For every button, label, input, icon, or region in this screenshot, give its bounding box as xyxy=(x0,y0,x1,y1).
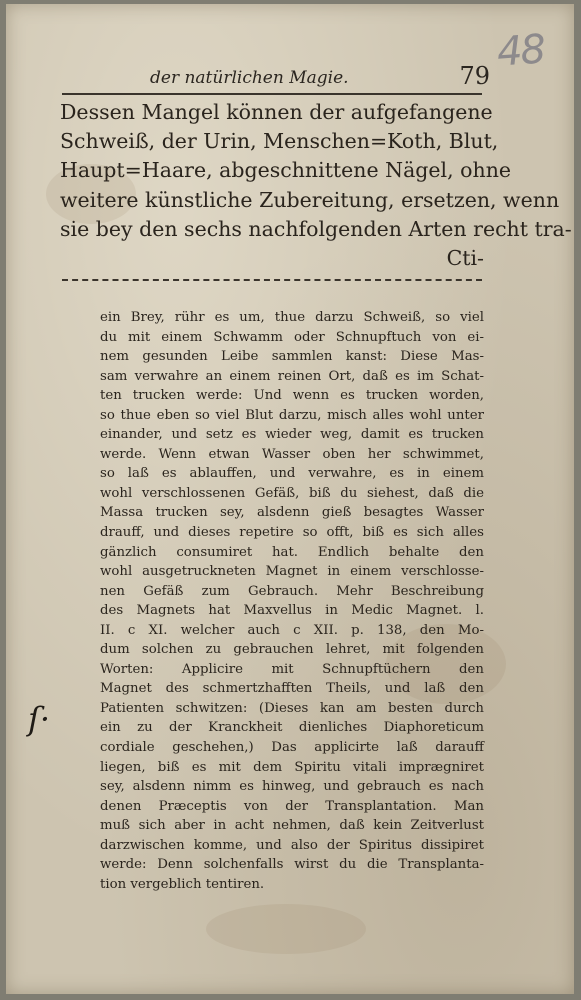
text-line: ein Brey, rühr es um, thue darzu Schweiß, so viel xyxy=(100,310,484,325)
text-line: II. c XI. welcher auch c XII. p. 138, den Mo- xyxy=(100,622,484,638)
text-line: so laß es ablauffen, und verwahre, es in einem xyxy=(100,466,484,482)
text-line: ten trucken werde: Und wenn es trucken worden, xyxy=(100,388,484,404)
pencil-annotation: 48 xyxy=(495,26,546,76)
running-head xyxy=(150,62,490,90)
text-line: Patienten schwitzen: (Dieses kan am besten durch xyxy=(100,700,484,716)
paper-stain xyxy=(206,904,366,954)
text-line: dum solchen zu gebrauchen lehret, mit folgenden xyxy=(100,642,484,658)
text-line: sey, alsdenn nimm es hinweg, und gebrauch es nach xyxy=(100,779,484,795)
text-line: Massa trucken sey, alsdenn gieß besagtes Wasser xyxy=(100,505,484,521)
text-line: Haupt=Haare, abgeschnittene Nägel, ohne xyxy=(60,158,512,183)
text-line: darzwischen komme, und also der Spiritus dissipiret xyxy=(100,837,484,853)
text-line: nen Gefäß zum Gebrauch. Mehr Beschreibung xyxy=(100,583,484,599)
header-rule xyxy=(62,93,482,95)
text-line: so thue eben so viel Blut darzu, misch alles wohl unter xyxy=(100,407,484,423)
lower-text-block xyxy=(100,308,484,894)
text-line: werde. Wenn etwan Wasser oben her schwimmet, xyxy=(100,446,484,462)
text-line: nem gesunden Leibe sammlen kanst: Diese Mas- xyxy=(100,349,484,365)
upper-text-block xyxy=(60,98,572,273)
text-line: ein zu der Kranckheit dienliches Diaphoreticum xyxy=(100,720,484,736)
text-line: sie bey den sechs nachfolgenden Arten recht tra- xyxy=(60,216,572,241)
text-line: muß sich aber in acht nehmen, daß kein Zeitverlust xyxy=(100,818,484,834)
text-line: tion vergeblich tentiren. xyxy=(100,876,265,892)
text-line: denen Præceptis von der Transplantation. Man xyxy=(100,798,484,814)
text-line: des Magnets hat Maxvellus in Medic Magnet. l. xyxy=(100,603,484,619)
text-line: einander, und setz es wieder weg, damit es trucken xyxy=(100,427,484,443)
text-line: werde: Denn solchenfalls wirst du die Transplanta- xyxy=(100,857,484,873)
catchword: Cti- xyxy=(446,246,484,271)
text-line: wohl verschlossenen Gefäß, biß du siehest, daß die xyxy=(100,485,484,501)
text-line: weitere künstliche Zubereitung, ersetzen, wenn xyxy=(60,187,560,212)
text-line: sam verwahre an einem reinen Ort, daß es im Schat- xyxy=(100,368,484,384)
section-divider xyxy=(62,279,482,281)
running-title: der natürlichen Magie. xyxy=(150,68,349,88)
text-line: drauff, und dieses repetire so offt, biß es sich alles xyxy=(100,525,484,541)
text-line: gänzlich consumiret hat. Endlich behalte den xyxy=(100,544,484,560)
text-line: Dessen Mangel können der aufgefangene xyxy=(60,100,493,124)
text-line: Magnet des schmertzhafften Theils, und laß den xyxy=(100,681,484,697)
page-number: 79 xyxy=(459,62,490,90)
margin-ink-mark: ſ· xyxy=(28,700,51,738)
text-line: liegen, biß es mit dem Spiritu vitali imprægniret xyxy=(100,759,484,775)
text-line: Worten: Applicire mit Schnupftüchern den xyxy=(100,661,484,677)
text-line: du mit einem Schwamm oder Schnupftuch von ei- xyxy=(100,329,484,345)
text-line: Schweiß, der Urin, Menschen=Koth, Blut, xyxy=(60,129,499,154)
text-line: cordiale geschehen,) Das applicirte laß darauff xyxy=(100,740,484,756)
text-line: wohl ausgetruckneten Magnet in einem verschlosse- xyxy=(100,564,484,580)
